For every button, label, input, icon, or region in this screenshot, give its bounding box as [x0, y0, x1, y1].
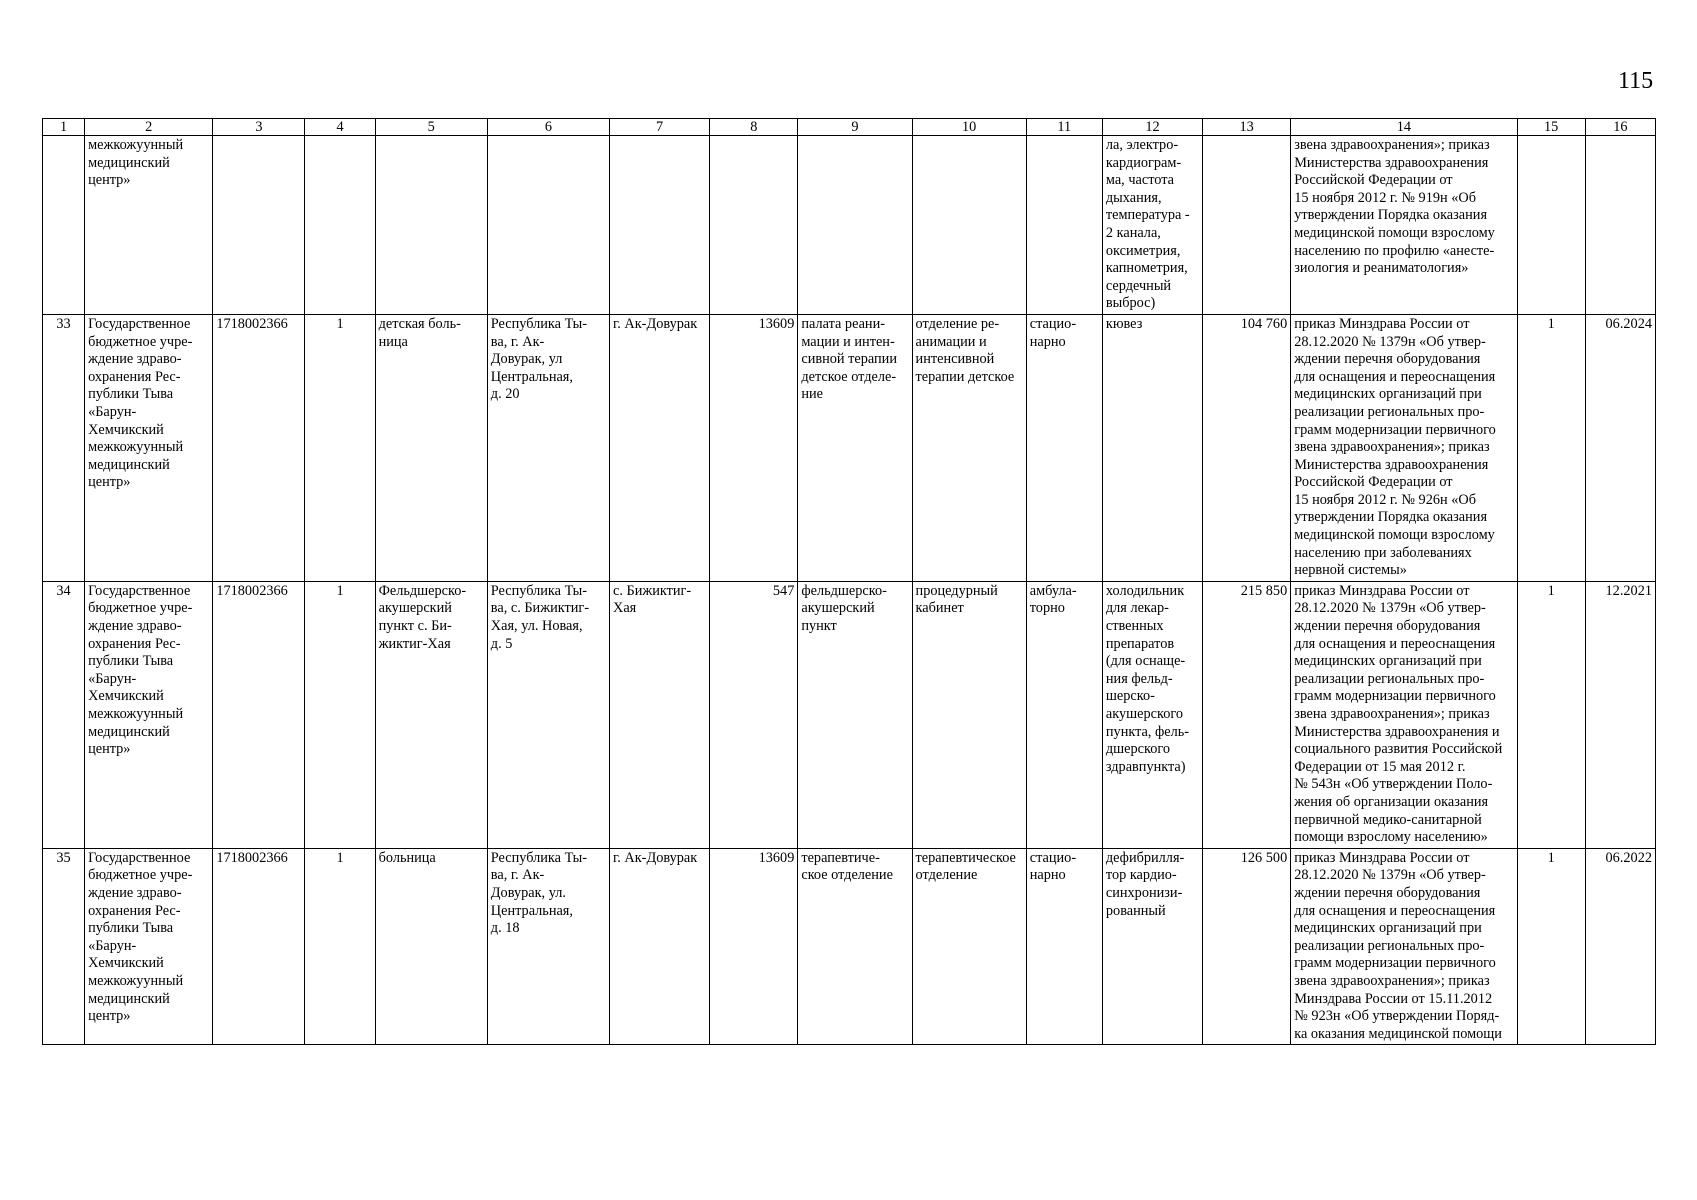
col-header: 16: [1585, 119, 1655, 136]
address: [487, 136, 609, 315]
date: 12.2021: [1585, 581, 1655, 848]
settlement: [610, 136, 710, 315]
equipment: ла, электро- кардиограм- ма, частота дыхания, температура - 2 канала, оксиметрия, капнометрия, сердечный выброс): [1102, 136, 1202, 315]
page-number: 115: [1618, 68, 1654, 94]
date: 06.2024: [1585, 314, 1655, 581]
col-header: 11: [1026, 119, 1102, 136]
date: 06.2022: [1585, 848, 1655, 1045]
col-header: 3: [213, 119, 305, 136]
settlement: г. Ак-Довурак: [610, 848, 710, 1045]
address: Республика Ты- ва, г. Ак- Довурак, ул. Центральная, д. 18: [487, 848, 609, 1045]
quantity: 1: [1517, 848, 1585, 1045]
col-header: 14: [1291, 119, 1517, 136]
department: палата реани- мации и интен- сивной терапии детское отделе- ние: [798, 314, 912, 581]
cost: 215 850: [1203, 581, 1291, 848]
institution-name: Государственное бюджетное учре- ждение здраво- охранения Рес- публики Тыва «Барун- Хемчикский межкожуунный медицинский центр»: [85, 848, 213, 1045]
institution-name: Государственное бюджетное учре- ждение здраво- охранения Рес- публики Тыва «Барун- Хемчикский межкожуунный медицинский центр»: [85, 581, 213, 848]
col-header: 13: [1203, 119, 1291, 136]
legal-basis: приказ Минздрава России от 28.12.2020 № 1379н «Об утвер- ждении перечня оборудования для оснащения и переоснащения медицинских организаций при реализации региональных про- грамм модернизации первичного звена здравоохранения»; приказ Министерства здравоохранения Российской Федерации от 15 ноября 2012 г. № 926н «Об утверждении Порядка оказания медицинской помощи взрослому населению при заболеваниях нервной системы»: [1291, 314, 1517, 581]
address: Республика Ты- ва, с. Бижиктиг- Хая, ул. Новая, д. 5: [487, 581, 609, 848]
cell-col4: 1: [305, 848, 375, 1045]
table-row: [43, 581, 1656, 848]
table-row: [43, 848, 1656, 1045]
table-row-continued: [43, 136, 1656, 315]
equipment: холодильник для лекар- ственных препаратов (для оснаще- ния фельд- шерско- акушерского пункта, фель- дшерского здравпункта): [1102, 581, 1202, 848]
inn: 1718002366: [213, 314, 305, 581]
settlement: г. Ак-Довурак: [610, 314, 710, 581]
legal-basis: приказ Минздрава России от 28.12.2020 № 1379н «Об утвер- ждении перечня оборудования для оснащения и переоснащения медицинских организаций при реализации региональных про- грамм модернизации первичного звена здравоохранения»; приказ Минздрава России от 15.11.2012 № 923н «Об утверждении Поряд- ка оказания медицинской помощи: [1291, 848, 1517, 1045]
row-number: 33: [43, 314, 85, 581]
inn: [213, 136, 305, 315]
quantity: 1: [1517, 581, 1585, 848]
facility-type: больница: [375, 848, 487, 1045]
cell-col4: 1: [305, 314, 375, 581]
department: терапевтиче- ское отделение: [798, 848, 912, 1045]
unit: отделение ре- анимации и интенсивной терапии детское: [912, 314, 1026, 581]
table-row: [43, 314, 1656, 581]
cost: 104 760: [1203, 314, 1291, 581]
col-header: 1: [43, 119, 85, 136]
address: Республика Ты- ва, г. Ак- Довурак, ул Центральная, д. 20: [487, 314, 609, 581]
col-header: 4: [305, 119, 375, 136]
inn: 1718002366: [213, 848, 305, 1045]
inn: 1718002366: [213, 581, 305, 848]
col-header: 5: [375, 119, 487, 136]
cost: [1203, 136, 1291, 315]
care-mode: амбула- торно: [1026, 581, 1102, 848]
row-number: 34: [43, 581, 85, 848]
department: [798, 136, 912, 315]
care-mode: стацио- нарно: [1026, 314, 1102, 581]
cost: 126 500: [1203, 848, 1291, 1045]
equipment: дефибрилля- тор кардио- синхронизи- рованный: [1102, 848, 1202, 1045]
unit: [912, 136, 1026, 315]
column-number-row: [43, 119, 1656, 136]
col-header: 9: [798, 119, 912, 136]
col-header: 7: [610, 119, 710, 136]
unit: терапевтическое отделение: [912, 848, 1026, 1045]
population: 547: [710, 581, 798, 848]
legal-basis: звена здравоохранения»; приказ Министерства здравоохранения Российской Федерации от 15 ноября 2012 г. № 919н «Об утверждении Порядка оказания медицинской помощи взрослому населению по профилю «анесте- зиология и реаниматология»: [1291, 136, 1517, 315]
institution-name: Государственное бюджетное учре- ждение здраво- охранения Рес- публики Тыва «Барун- Хемчикский межкожуунный медицинский центр»: [85, 314, 213, 581]
col-header: 12: [1102, 119, 1202, 136]
col-header: 10: [912, 119, 1026, 136]
col-header: 8: [710, 119, 798, 136]
population: 13609: [710, 848, 798, 1045]
cell-col4: [305, 136, 375, 315]
date: [1585, 136, 1655, 315]
population: 13609: [710, 314, 798, 581]
facility-type: Фельдшерско- акушерский пункт с. Би- жиктиг-Хая: [375, 581, 487, 848]
equipment: кювез: [1102, 314, 1202, 581]
quantity: 1: [1517, 314, 1585, 581]
col-header: 2: [85, 119, 213, 136]
registry-table: [42, 118, 1656, 1045]
facility-type: детская боль- ница: [375, 314, 487, 581]
unit: процедурный кабинет: [912, 581, 1026, 848]
row-number: [43, 136, 85, 315]
institution-name: межкожуунный медицинский центр»: [85, 136, 213, 315]
population: [710, 136, 798, 315]
cell-col4: 1: [305, 581, 375, 848]
quantity: [1517, 136, 1585, 315]
col-header: 6: [487, 119, 609, 136]
legal-basis: приказ Минздрава России от 28.12.2020 № 1379н «Об утвер- ждении перечня оборудования для оснащения и переоснащения медицинских организаций при реализации региональных про- грамм модернизации первичного звена здравоохранения»; приказ Министерства здравоохранения и социального развития Российской Федерации от 15 мая 2012 г. № 543н «Об утверждении Поло- жения об организации оказания первичной медико-санитарной помощи взрослому населению»: [1291, 581, 1517, 848]
department: фельдшерско- акушерский пункт: [798, 581, 912, 848]
row-number: 35: [43, 848, 85, 1045]
settlement: с. Бижиктиг- Хая: [610, 581, 710, 848]
facility-type: [375, 136, 487, 315]
care-mode: [1026, 136, 1102, 315]
col-header: 15: [1517, 119, 1585, 136]
care-mode: стацио- нарно: [1026, 848, 1102, 1045]
